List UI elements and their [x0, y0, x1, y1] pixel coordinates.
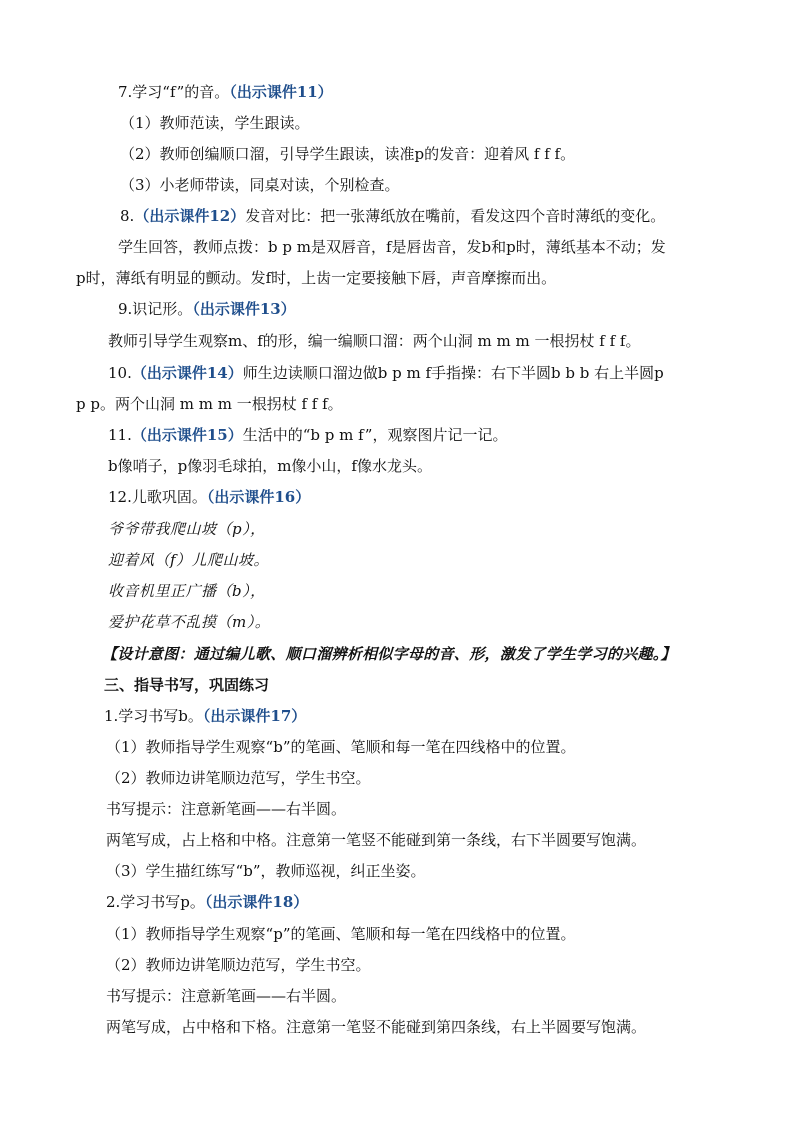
step-12-text: 12.儿歌巩固。 — [108, 488, 207, 506]
step-7-sub-2: （2）教师创编顺口溜，引导学生跟读，读准p的发音：迎着风 f f f。 — [120, 145, 576, 163]
courseware-ref-14: （出示课件14） — [131, 364, 243, 382]
step-12-line — [108, 487, 310, 507]
paragraph-line: p时，薄纸有明显的颤动。发f时，上齿一定要接触下唇，声音摩擦而出。 — [76, 269, 557, 287]
step-7-text: 7.学习“f”的音。 — [118, 83, 230, 101]
step-1-line — [104, 706, 306, 726]
step-10-line — [108, 363, 664, 383]
step-8-text: 发音对比：把一张薄纸放在嘴前，看发这四个音时薄纸的变化。 — [245, 207, 666, 225]
step-2-sub-1: （1）教师指导学生观察“p”的笔画、笔顺和每一笔在四线格中的位置。 — [106, 925, 576, 943]
step-9-line — [118, 299, 296, 319]
rhyme-line-1: 爷爷带我爬山坡（p）， — [108, 520, 266, 538]
step-2-sub-2: （2）教师边讲笔顺边范写，学生书空。 — [106, 956, 371, 974]
rhyme-line-3: 收音机里正广播（b）， — [108, 582, 266, 600]
rhyme-line-4: 爱护花草不乱摸（m）。 — [108, 613, 271, 631]
step-7-sub-3: （3）小老师带读，同桌对读，个别检查。 — [120, 176, 400, 194]
step-11-number: 11. — [108, 426, 132, 444]
step-2-text: 2.学习书写p。 — [106, 893, 205, 911]
step-10-text: 师生边读顺口溜边做b p m f手指操：右下半圆b b b 右上半圆p — [242, 364, 664, 382]
writing-note: 两笔写成，占上格和中格。注意第一笔竖不能碰到第一条线，右下半圆要写饱满。 — [106, 831, 647, 849]
step-8-number: 8. — [120, 207, 135, 225]
courseware-ref-11: （出示课件11） — [229, 83, 333, 101]
step-1-sub-1: （1）教师指导学生观察“b”的笔画、笔顺和每一笔在四线格中的位置。 — [106, 738, 576, 756]
step-10-number: 10. — [108, 364, 132, 382]
courseware-ref-16: （出示课件16） — [206, 488, 311, 506]
courseware-ref-13: （出示课件13） — [192, 300, 296, 318]
step-1-sub-2: （2）教师边讲笔顺边范写，学生书空。 — [106, 769, 371, 787]
design-intent: 【设计意图：通过编儿歌、顺口溜辨析相似字母的音、形，激发了学生学习的兴趣。】 — [102, 645, 676, 663]
paragraph-line: 学生回答，教师点拨：b p m是双唇音，f是唇齿音，发b和p时，薄纸基本不动；发 — [118, 238, 666, 256]
courseware-ref-18: （出示课件18） — [204, 893, 309, 911]
step-11-line — [108, 425, 507, 445]
courseware-ref-17: （出示课件17） — [202, 707, 307, 725]
paragraph-line: b像哨子，p像羽毛球拍，m像小山，f像水龙头。 — [108, 457, 432, 475]
step-1-text: 1.学习书写b。 — [104, 707, 203, 725]
courseware-ref-15: （出示课件15） — [131, 426, 243, 444]
step-9-text: 9.识记形。 — [118, 300, 193, 318]
paragraph-line: 教师引导学生观察m、f的形，编一编顺口溜：两个山洞 m m m 一根拐杖 f f f。 — [108, 332, 641, 350]
courseware-ref-12: （出示课件12） — [134, 207, 246, 225]
writing-note: 两笔写成，占中格和下格。注意第一笔竖不能碰到第四条线，右上半圆要写饱满。 — [106, 1018, 647, 1036]
step-2-line — [106, 892, 308, 912]
step-11-text: 生活中的“b p m f”，观察图片记一记。 — [242, 426, 508, 444]
step-8-line — [120, 206, 665, 226]
section-heading: 三、指导书写，巩固练习 — [104, 676, 270, 694]
rhyme-line-2: 迎着风（f）儿爬山坡。 — [108, 551, 270, 569]
paragraph-line: p p。两个山洞 m m m 一根拐杖 f f f。 — [76, 395, 343, 413]
step-1-sub-3: （3）学生描红练写“b”，教师巡视，纠正坐姿。 — [106, 862, 426, 880]
step-7-sub-1: （1）教师范读，学生跟读。 — [120, 114, 310, 132]
step-7-line — [118, 82, 333, 102]
writing-tip: 书写提示：注意新笔画——右半圆。 — [106, 800, 347, 818]
writing-tip: 书写提示：注意新笔画——右半圆。 — [106, 987, 347, 1005]
